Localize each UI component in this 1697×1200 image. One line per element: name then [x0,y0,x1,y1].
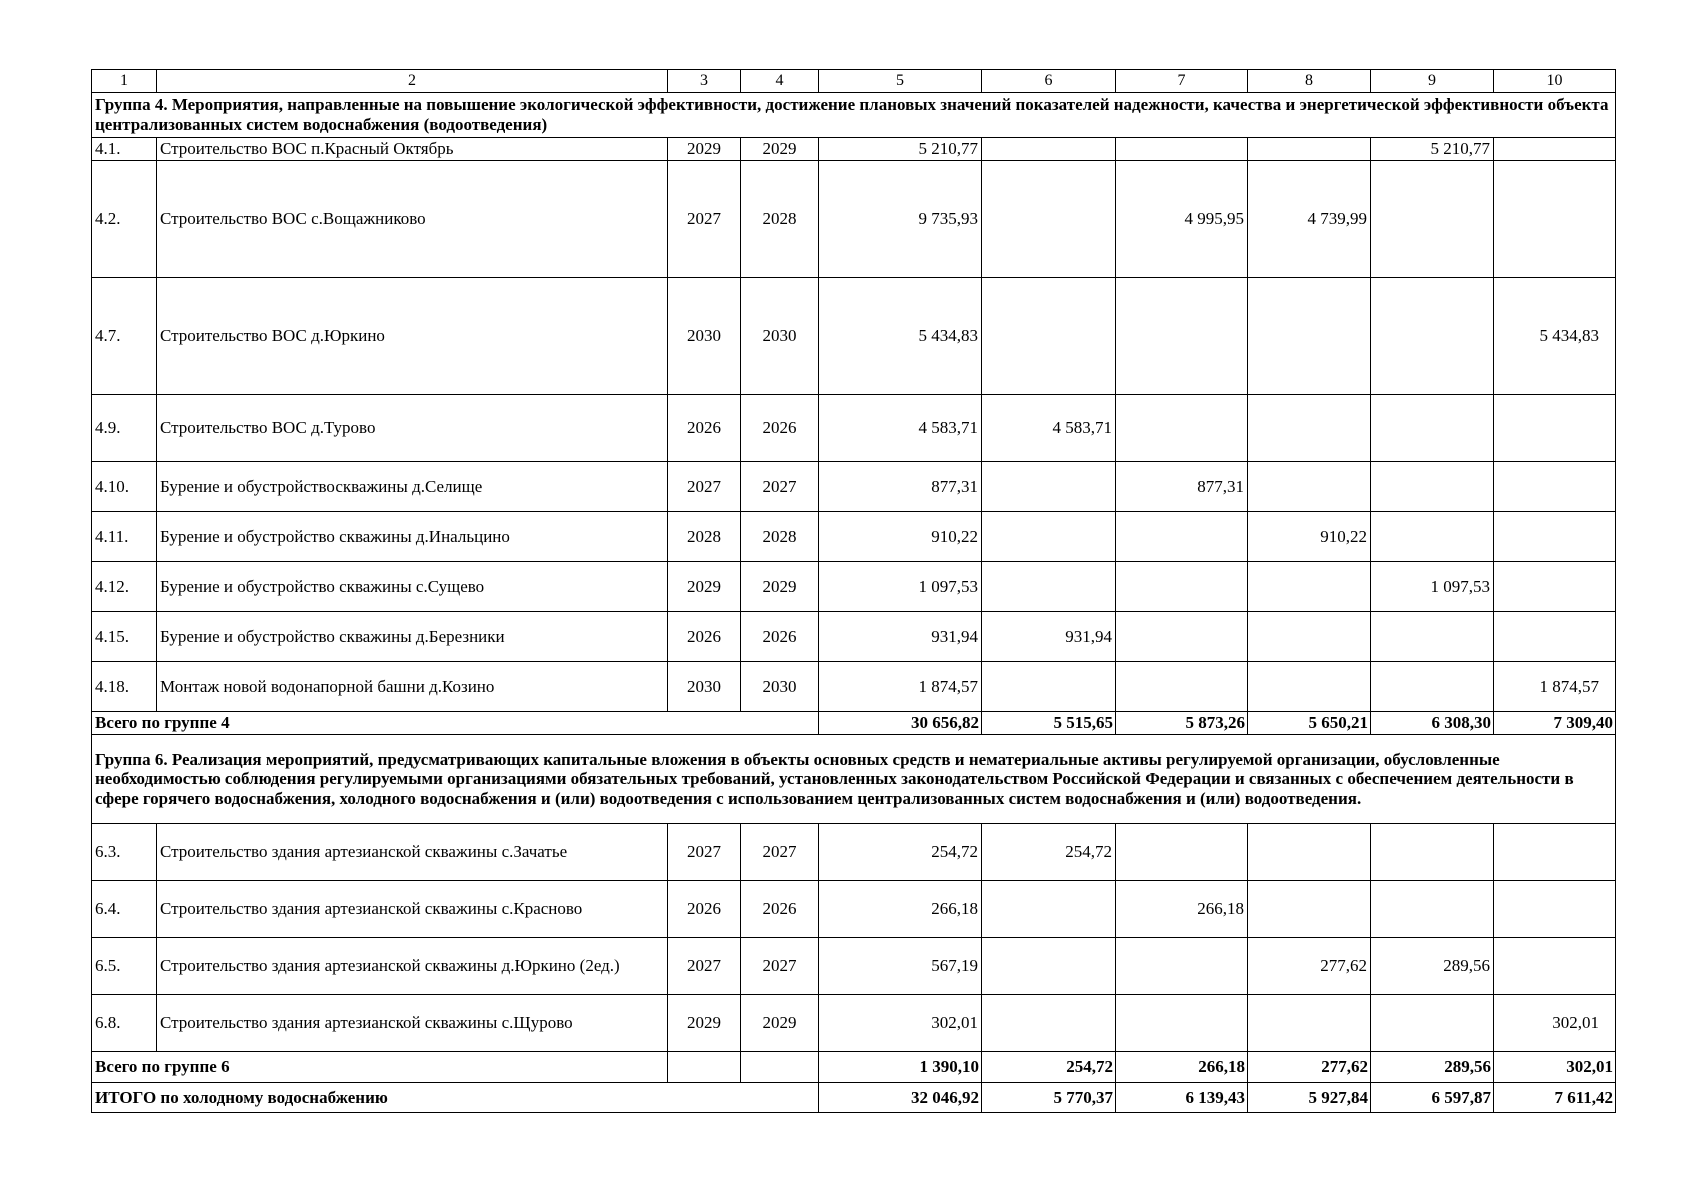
row-name: Строительство здания артезианской скважины с.Щурово [157,995,668,1052]
value-cell [1494,562,1616,612]
row-number: 6.3. [92,824,157,881]
row-name: Строительство здания артезианской скважины с.Зачатье [157,824,668,881]
value-cell [1371,824,1494,881]
value-cell [1116,612,1248,662]
value-cell [982,995,1116,1052]
value-cell [982,938,1116,995]
end-year: 2029 [741,995,819,1052]
value-cell [1248,278,1371,395]
end-year: 2030 [741,662,819,712]
value-cell [1116,278,1248,395]
row-number: 4.1. [92,138,157,161]
column-header: 10 [1494,70,1616,93]
value-cell [1371,612,1494,662]
table-row [92,161,1616,278]
row-total: 1 874,57 [819,662,982,712]
row-number: 6.5. [92,938,157,995]
value-cell [1248,138,1371,161]
end-year: 2026 [741,881,819,938]
column-header: 2 [157,70,668,93]
grand-total-label: ИТОГО по холодному водоснабжению [92,1083,819,1113]
value-cell [1371,462,1494,512]
value-cell: 277,62 [1248,1052,1371,1083]
row-name: Бурение и обустройство скважины с.Сущево [157,562,668,612]
column-header: 4 [741,70,819,93]
row-total: 254,72 [819,824,982,881]
value-cell [1116,138,1248,161]
value-cell [982,138,1116,161]
table-row [92,938,1616,995]
table-row [92,278,1616,395]
value-cell: 5 434,83 [1494,278,1616,395]
row-number: 4.12. [92,562,157,612]
start-year: 2027 [668,938,741,995]
row-name: Бурение и обустройствоскважины д.Селище [157,462,668,512]
start-year: 2026 [668,395,741,462]
group-title-row [92,93,1616,138]
value-cell: 6 139,43 [1116,1083,1248,1113]
value-cell [1116,995,1248,1052]
value-cell [1248,881,1371,938]
value-cell: 6 308,30 [1371,712,1494,735]
value-cell [982,562,1116,612]
value-cell [982,278,1116,395]
end-year: 2029 [741,138,819,161]
row-total: 1 097,53 [819,562,982,612]
value-cell: 289,56 [1371,938,1494,995]
value-cell [1371,161,1494,278]
value-cell: 877,31 [1116,462,1248,512]
end-year: 2030 [741,278,819,395]
value-cell: 5 210,77 [1371,138,1494,161]
value-cell: 7 309,40 [1494,712,1616,735]
value-cell [1116,938,1248,995]
row-total: 9 735,93 [819,161,982,278]
value-cell [1494,938,1616,995]
start-year: 2030 [668,662,741,712]
value-cell [1116,824,1248,881]
value-cell [1494,881,1616,938]
row-total: 5 210,77 [819,138,982,161]
row-number: 4.2. [92,161,157,278]
start-year: 2027 [668,462,741,512]
column-header: 6 [982,70,1116,93]
value-cell [1248,612,1371,662]
group-4-total-row [92,712,1616,735]
empty-cell [741,1052,819,1083]
table-row [92,662,1616,712]
value-cell: 302,01 [1494,1052,1616,1083]
value-cell: 5 873,26 [1116,712,1248,735]
column-number-row [92,70,1616,93]
value-cell [1494,161,1616,278]
column-header: 5 [819,70,982,93]
value-cell [1248,395,1371,462]
row-total: 266,18 [819,881,982,938]
value-cell: 277,62 [1248,938,1371,995]
row-total: 302,01 [819,995,982,1052]
table-row [92,612,1616,662]
row-number: 4.7. [92,278,157,395]
end-year: 2027 [741,824,819,881]
column-header: 1 [92,70,157,93]
value-cell [982,161,1116,278]
row-name: Бурение и обустройство скважины д.Инальцино [157,512,668,562]
table-row [92,995,1616,1052]
investment-table [91,69,1616,1113]
value-cell [1494,395,1616,462]
table-row [92,824,1616,881]
value-cell: 5 770,37 [982,1083,1116,1113]
value-cell [1116,395,1248,462]
end-year: 2028 [741,512,819,562]
value-cell [1116,562,1248,612]
value-cell: 266,18 [1116,881,1248,938]
start-year: 2029 [668,995,741,1052]
row-total: 4 583,71 [819,395,982,462]
row-number: 4.18. [92,662,157,712]
value-cell [1371,395,1494,462]
value-cell [982,462,1116,512]
empty-cell [668,1052,741,1083]
table-row [92,881,1616,938]
end-year: 2027 [741,462,819,512]
group-6-total-label: Всего по группе 6 [92,1052,668,1083]
row-number: 6.8. [92,995,157,1052]
row-total: 910,22 [819,512,982,562]
value-cell: 1 874,57 [1494,662,1616,712]
value-cell [1248,562,1371,612]
value-cell: 254,72 [982,824,1116,881]
end-year: 2026 [741,395,819,462]
start-year: 2030 [668,278,741,395]
value-cell: 254,72 [982,1052,1116,1083]
group-4-total-label: Всего по группе 4 [92,712,819,735]
value-cell: 289,56 [1371,1052,1494,1083]
value-cell: 6 597,87 [1371,1083,1494,1113]
start-year: 2029 [668,562,741,612]
value-cell [1116,662,1248,712]
value-cell [1248,462,1371,512]
value-cell [1494,138,1616,161]
column-header: 8 [1248,70,1371,93]
value-cell: 266,18 [1116,1052,1248,1083]
value-cell [1494,512,1616,562]
row-number: 6.4. [92,881,157,938]
value-cell [1371,881,1494,938]
row-total: 877,31 [819,462,982,512]
value-cell [1248,995,1371,1052]
value-cell: 910,22 [1248,512,1371,562]
start-year: 2028 [668,512,741,562]
row-number: 4.10. [92,462,157,512]
value-cell [1116,512,1248,562]
end-year: 2027 [741,938,819,995]
value-cell: 4 583,71 [982,395,1116,462]
group-6-title: Группа 6. Реализация мероприятий, предусматривающих капитальные вложения в объекты основных средств и нематериальные активы регулируемой организации, обусловленные необходимостью соблюдения регулируемыми организациями обязательных требований, установленных законодательством Российской Федерации и связанных с обеспечением деятельности в сфере горячего водоснабжения, холодного водоснабжения и (или) водоотведения с использованием централизованных систем водоснабжения и (или) водоотведения. [92,735,1616,824]
end-year: 2028 [741,161,819,278]
row-name: Строительство здания артезианской скважины д.Юркино (2ед.) [157,938,668,995]
row-name: Строительство ВОС с.Вощажниково [157,161,668,278]
value-cell [1371,995,1494,1052]
table-row [92,395,1616,462]
row-total: 5 434,83 [819,278,982,395]
value-cell [1494,824,1616,881]
column-header: 7 [1116,70,1248,93]
value-cell: 7 611,42 [1494,1083,1616,1113]
start-year: 2027 [668,161,741,278]
row-name: Монтаж новой водонапорной башни д.Козино [157,662,668,712]
value-cell: 4 739,99 [1248,161,1371,278]
start-year: 2026 [668,612,741,662]
value-cell [982,662,1116,712]
value-cell: 4 995,95 [1116,161,1248,278]
row-number: 4.9. [92,395,157,462]
table-row [92,462,1616,512]
group-6-total-row [92,1052,1616,1083]
start-year: 2027 [668,824,741,881]
end-year: 2026 [741,612,819,662]
value-cell: 302,01 [1494,995,1616,1052]
table-row [92,562,1616,612]
value-cell: 1 097,53 [1371,562,1494,612]
table-row [92,512,1616,562]
end-year: 2029 [741,562,819,612]
value-cell: 931,94 [982,612,1116,662]
row-name: Строительство здания артезианской скважины с.Красново [157,881,668,938]
value-cell: 5 650,21 [1248,712,1371,735]
value-cell [1371,662,1494,712]
column-header: 9 [1371,70,1494,93]
group-4-title: Группа 4. Мероприятия, направленные на повышение экологической эффективности, достижение плановых значений показателей надежности, качества и энергетической эффективности объекта централизованных систем водоснабжения (водоотведения) [92,93,1616,138]
value-cell [1248,824,1371,881]
row-number: 4.11. [92,512,157,562]
row-name: Строительство ВОС п.Красный Октябрь [157,138,668,161]
value-cell [1248,662,1371,712]
column-header: 3 [668,70,741,93]
grand-total-row [92,1083,1616,1113]
grand-total: 32 046,92 [819,1083,982,1113]
group-6-total: 1 390,10 [819,1052,982,1083]
row-name: Строительство ВОС д.Юркино [157,278,668,395]
value-cell [1494,462,1616,512]
value-cell [1494,612,1616,662]
value-cell: 5 927,84 [1248,1083,1371,1113]
value-cell [982,881,1116,938]
row-name: Бурение и обустройство скважины д.Березники [157,612,668,662]
row-name: Строительство ВОС д.Турово [157,395,668,462]
group-4-total: 30 656,82 [819,712,982,735]
start-year: 2029 [668,138,741,161]
value-cell [1371,512,1494,562]
row-number: 4.15. [92,612,157,662]
start-year: 2026 [668,881,741,938]
row-total: 931,94 [819,612,982,662]
value-cell [1371,278,1494,395]
table-row [92,138,1616,161]
value-cell: 5 515,65 [982,712,1116,735]
value-cell [982,512,1116,562]
row-total: 567,19 [819,938,982,995]
group-title-row [92,735,1616,824]
